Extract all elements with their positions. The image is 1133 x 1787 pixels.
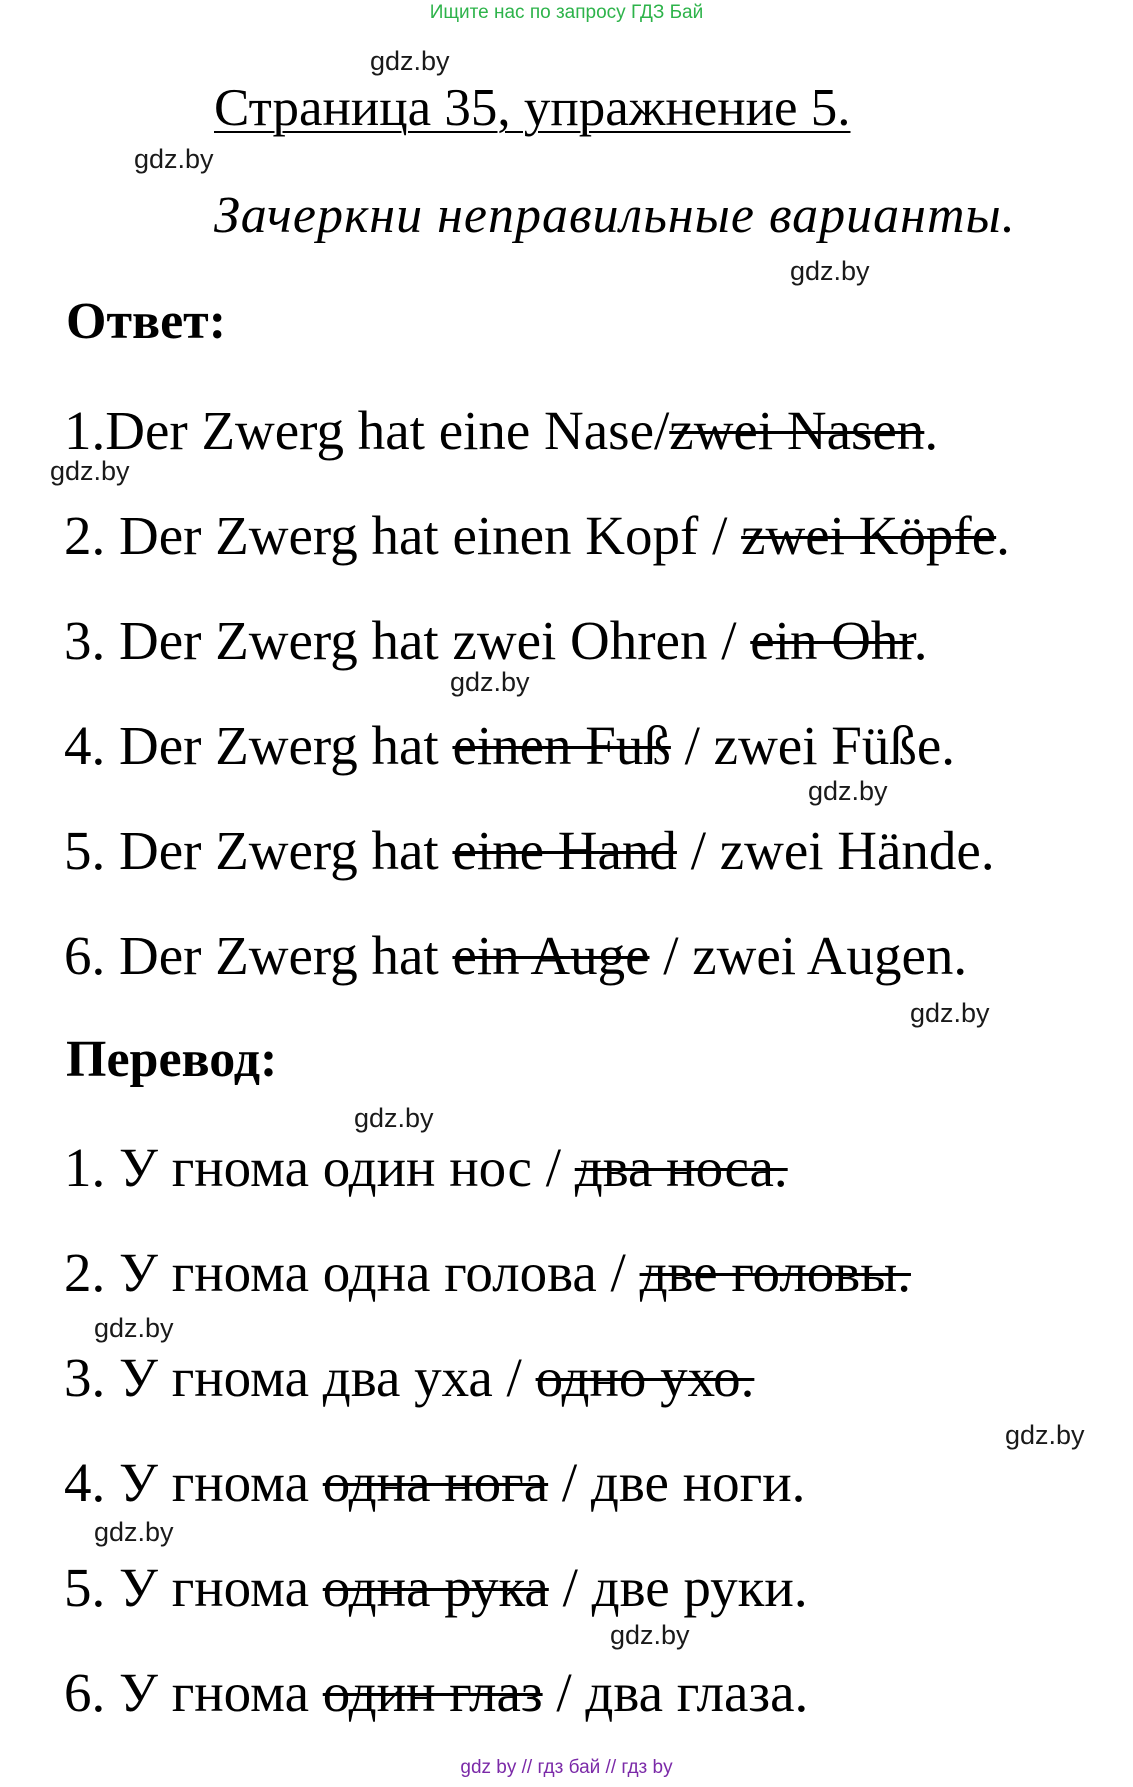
- task-instruction: Зачеркни неправильные варианты.: [214, 187, 1016, 244]
- struck-option: ein Ohr: [750, 610, 914, 671]
- struck-option: два носа.: [574, 1137, 788, 1198]
- answer-text: .: [913, 610, 928, 671]
- translation-text: 3. У гнома два уха /: [64, 1347, 536, 1408]
- watermark: gdz.by: [808, 776, 888, 806]
- struck-option: ein Auge: [452, 925, 650, 986]
- translation-line-3: [64, 1347, 755, 1408]
- watermark: gdz.by: [94, 1313, 174, 1343]
- translation-line-5: [64, 1557, 808, 1618]
- struck-option: две головы.: [639, 1242, 911, 1303]
- translation-text: 5. У гнома: [64, 1557, 323, 1618]
- answer-line-4: [64, 715, 955, 776]
- answer-line-5: [64, 820, 995, 881]
- watermark: gdz.by: [450, 667, 530, 697]
- answer-text: / zwei Augen.: [649, 925, 968, 986]
- struck-option: одно ухо.: [535, 1347, 755, 1408]
- struck-option: zwei Köpfe: [741, 505, 997, 566]
- top-search-banner[interactable]: Ищите нас по запросу ГДЗ Бай: [429, 2, 704, 23]
- translation-text: 1. У гнома один нос /: [64, 1137, 575, 1198]
- answer-text: 3. Der Zwerg hat zwei Ohren /: [64, 610, 751, 671]
- watermark: gdz.by: [790, 256, 870, 286]
- translation-line-1: [64, 1137, 788, 1198]
- translation-text: / две руки.: [548, 1557, 808, 1618]
- answer-text: 6. Der Zwerg hat: [64, 925, 453, 986]
- answer-text: 5. Der Zwerg hat: [64, 820, 453, 881]
- translation-line-2: [64, 1242, 911, 1303]
- answer-line-2: [64, 505, 1010, 566]
- watermark: gdz.by: [134, 144, 214, 174]
- footer-links[interactable]: gdz by // гдз бай // гдз by: [460, 1757, 673, 1778]
- translation-text: 4. У гнома: [64, 1452, 323, 1513]
- answer-line-1: [64, 400, 939, 461]
- translation-text: / два глаза.: [542, 1662, 809, 1723]
- answer-text: / zwei Hände.: [676, 820, 995, 881]
- answer-text: 2. Der Zwerg hat einen Kopf /: [64, 505, 742, 566]
- struck-option: zwei Nasen: [669, 400, 925, 461]
- translation-text: 6. У гнома: [64, 1662, 323, 1723]
- struck-option: eine Hand: [452, 820, 677, 881]
- struck-option: einen Fuß: [452, 715, 671, 776]
- translation-text: / две ноги.: [548, 1452, 806, 1513]
- answer-text: / zwei Füße.: [670, 715, 955, 776]
- answer-text: 4. Der Zwerg hat: [64, 715, 453, 776]
- answer-line-6: [64, 925, 968, 986]
- watermark: gdz.by: [50, 456, 130, 486]
- answer-line-3: [64, 610, 928, 671]
- translation-heading: Перевод:: [66, 1031, 278, 1088]
- watermark: gdz.by: [94, 1517, 174, 1547]
- answer-text: .: [924, 400, 939, 461]
- translation-line-6: [64, 1662, 809, 1723]
- watermark: gdz.by: [370, 46, 450, 76]
- answer-text: .: [996, 505, 1010, 566]
- page-title: Страница 35, упражнение 5.: [214, 79, 851, 137]
- watermark: gdz.by: [910, 998, 990, 1028]
- answer-text: 1.Der Zwerg hat eine Nase/: [64, 400, 670, 461]
- struck-option: одна нога: [322, 1452, 549, 1513]
- struck-option: один глаз: [322, 1662, 543, 1723]
- struck-option: одна рука: [322, 1557, 549, 1618]
- answer-heading: Ответ:: [66, 293, 227, 350]
- watermark: gdz.by: [354, 1103, 434, 1133]
- watermark: gdz.by: [1005, 1420, 1085, 1450]
- translation-line-4: [64, 1452, 806, 1513]
- translation-text: 2. У гнома одна голова /: [64, 1242, 640, 1303]
- watermark: gdz.by: [610, 1620, 690, 1650]
